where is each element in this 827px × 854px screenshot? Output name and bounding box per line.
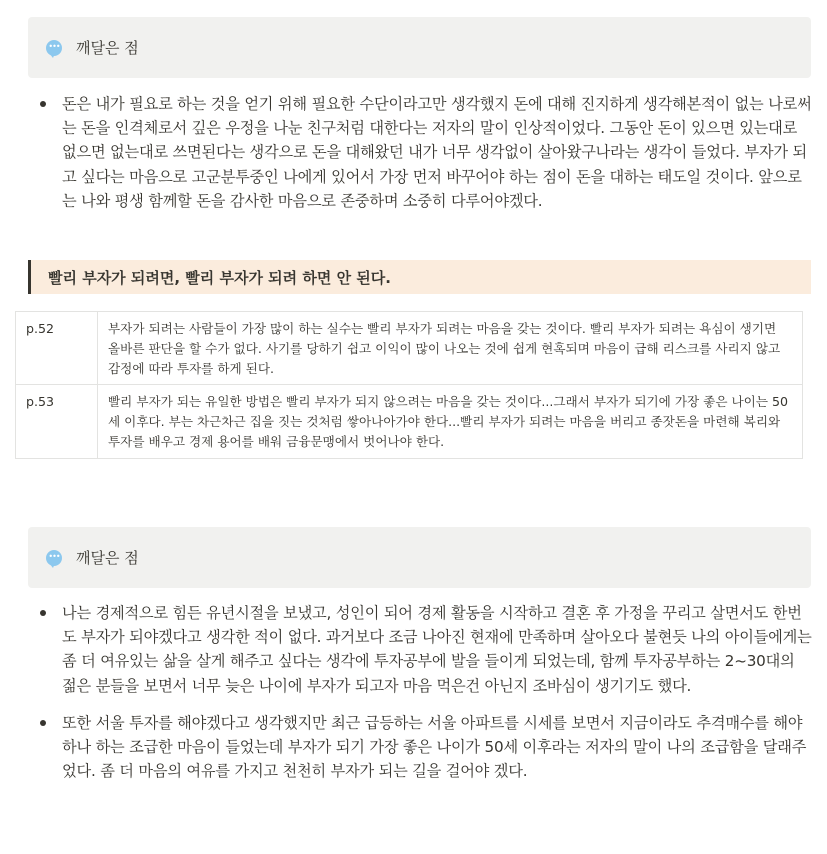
quote-text-cell: 부자가 되려는 사람들이 가장 많이 하는 실수는 빨리 부자가 되려는 마음을 갖는 것이다. 빨리 부자가 되려는 욕심이 생기면 올바른 판단을 할 수가 없다. 사기를 당하기 쉽고 이익이 많이 나오는 것에 쉽게 현혹되며 마음이 급해 리스크를 사리지 않고 감정에 따라 투자를 하게 된다. xyxy=(98,312,803,385)
page-number-cell: p.53 xyxy=(16,385,98,458)
list-item: 나는 경제적으로 힘든 유년시절을 보냈고, 성인이 되어 경제 활동을 시작하고 결혼 후 가정을 꾸리고 살면서도 한번도 부자가 되야겠다고 생각한 적이 없다. 과거보다 조금 나아진 현재에 만족하며 살아오다 불현듯 나의 아이들에게는 좀 더 여유있는 삶을 살게 해주고 싶다는 생각에 투자공부에 발을 들이게 되었는데, 함께 투자공부하는 2~30대의 젊은 분들을 보면서 너무 늦은 나이에 부자가 되고자 마음 먹은건 아닌지 조바심이 생기기도 했다. xyxy=(38,601,813,698)
table-row xyxy=(16,385,803,458)
quote-text-cell: 빨리 부자가 되는 유일한 방법은 빨리 부자가 되지 않으려는 마음을 갖는 것이다...그래서 부자가 되기에 가장 좋은 나이는 50세 이후다. 부는 차근차근 집을 짓는 것처럼 쌓아나아가야 한다...빨리 부자가 되려는 마음을 버리고 종잣돈을 마련해 복리와 투자를 배우고 경제 용어를 배워 금융문맹에서 벗어나야 한다. xyxy=(98,385,803,458)
callout-realization-1 xyxy=(28,17,811,78)
callout-realization-2 xyxy=(28,527,811,588)
page-number-cell: p.52 xyxy=(16,312,98,385)
list-item: 돈은 내가 필요로 하는 것을 얻기 위해 필요한 수단이라고만 생각했지 돈에 대해 진지하게 생각해본적이 없는 나로써는 돈을 인격체로서 깊은 우정을 나눈 친구처럼 대한다는 저자의 말이 인상적이었다. 그동안 돈이 있으면 있는대로 없으면 없는대로 쓰면된다는 생각으로 돈을 대해왔던 내가 너무 생각없이 살아왔구나라는 생각이 들었다. 부자가 되고 싶다는 마음으로 고군분투중인 나에게 있어서 가장 먼저 바꾸어야 하는 점이 돈을 대하는 태도일 것이다. 앞으로는 나와 평생 함께할 돈을 감사한 마음으로 존중하며 소중히 다루어야겠다. xyxy=(38,92,813,213)
callout-title: 깨달은 점 xyxy=(76,549,139,567)
quote-heading: 빨리 부자가 되려면, 빨리 부자가 되려 하면 안 된다. xyxy=(28,260,811,294)
table-row xyxy=(16,312,803,385)
bullet-list-2 xyxy=(38,601,813,796)
quote-table xyxy=(15,311,803,459)
speech-balloon-icon: ••• xyxy=(46,40,62,56)
callout-title: 깨달은 점 xyxy=(76,39,139,57)
bullet-list-1 xyxy=(38,92,813,213)
list-item: 또한 서울 투자를 해야겠다고 생각했지만 최근 급등하는 서울 아파트를 시세를 보면서 지금이라도 추격매수를 해야하나 하는 조급한 마음이 들었는데 부자가 되기 가장 좋은 나이가 50세 이후라는 저자의 말이 나의 조급함을 달래주었다. 좀 더 마음의 여유를 가지고 천천히 부자가 되는 길을 걸어야 겠다. xyxy=(38,711,813,784)
speech-balloon-icon: ••• xyxy=(46,550,62,566)
